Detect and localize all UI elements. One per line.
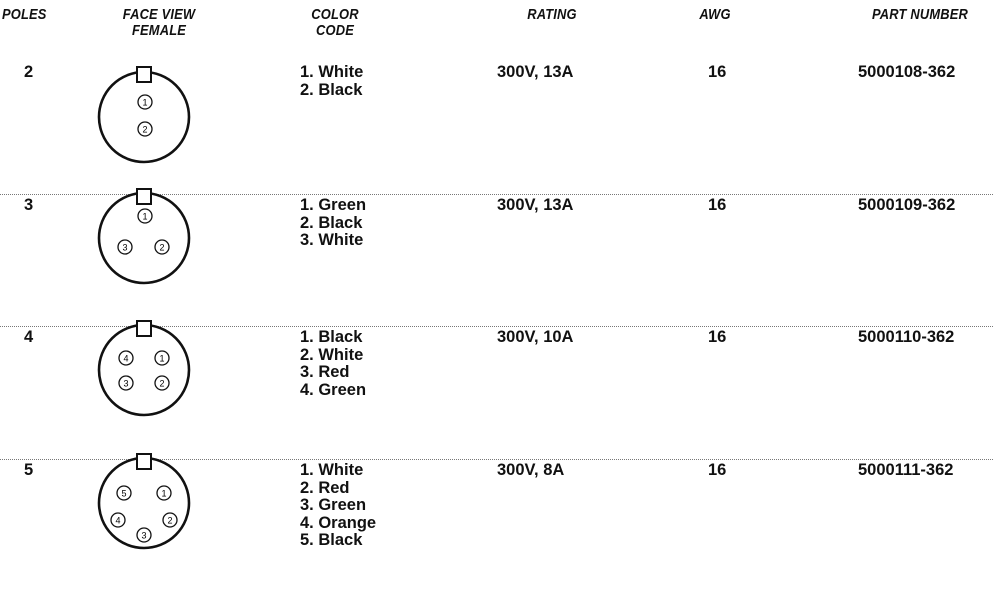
pin-label: 1 [142,211,148,222]
part-number-cell: 5000111-362 [858,461,954,479]
header-face-view [112,7,207,39]
pin-label: 4 [115,515,121,526]
pin-label: 1 [142,97,148,108]
part-number-cell: 5000109-362 [858,196,956,214]
color-item: 2. White [300,345,364,364]
rating-cell: 300V, 8A [497,461,565,479]
poles-cell: 5 [24,461,34,479]
header-face-view-line1: FACE VIEW [122,6,196,23]
pin-label: 1 [161,488,167,499]
pin-label: 2 [159,378,165,389]
color-item: 5. Black [300,531,363,549]
header-color-code-line1: COLOR [311,6,359,23]
connector-face-4-pole [96,330,192,430]
color-item: 2. Black [300,80,363,99]
header-color-code-line2: CODE [316,22,354,39]
rating-cell: 300V, 13A [497,63,574,81]
table-row-4-pole [0,326,993,456]
color-item: 1. White [300,63,364,81]
rating-cell: 300V, 13A [497,196,574,214]
color-code-cell [300,197,366,250]
header-part-number-text: PART NUMBER [871,6,969,23]
pin-label: 2 [159,242,165,253]
pin-label: 2 [142,124,148,135]
poles-cell: 2 [24,63,34,81]
color-item: 3. White [300,231,364,249]
color-item: 1. White [300,461,364,479]
connector-face-3-pole [96,198,192,298]
pin-label: 4 [123,353,129,364]
poles-cell: 3 [24,196,34,214]
pin-label: 3 [123,378,129,389]
header-rating [505,7,600,23]
pin-label: 2 [167,515,173,526]
poles-cell: 4 [24,328,34,346]
header-part-number [860,7,980,23]
color-item: 2. Red [300,478,350,497]
awg-cell: 16 [708,328,727,346]
connector-face-2-pole [96,64,192,164]
header-color-code [305,7,365,39]
color-code-cell [300,329,366,399]
header-face-view-line2: FEMALE [131,22,187,39]
color-code-cell [300,462,376,550]
pin-label: 3 [141,530,147,541]
header-awg [694,7,737,23]
awg-cell: 16 [708,461,727,479]
header-poles [2,7,45,23]
table-row-2-pole [0,64,993,194]
header-poles-text: POLES [2,6,47,23]
awg-cell: 16 [708,196,727,214]
color-code-cell [300,64,363,99]
table-row-3-pole [0,194,993,324]
color-item: 3. Red [300,363,350,381]
connector-face-5-pole [96,463,192,563]
header-awg-text: AWG [699,6,731,23]
table-row-5-pole [0,459,993,589]
part-number-cell: 5000110-362 [858,328,955,346]
header-rating-text: RATING [527,6,577,23]
awg-cell: 16 [708,63,727,81]
color-item: 4. Green [300,380,367,399]
pin-label: 3 [122,242,128,253]
pin-label: 1 [159,353,165,364]
color-item: 2. Black [300,213,363,232]
pin-label: 5 [121,488,127,499]
color-item: 3. Green [300,496,367,514]
color-item: 1. Green [300,196,367,214]
color-item: 1. Black [300,328,363,346]
rating-cell: 300V, 10A [497,328,574,346]
color-item: 4. Orange [300,513,377,532]
part-number-cell: 5000108-362 [858,63,956,81]
